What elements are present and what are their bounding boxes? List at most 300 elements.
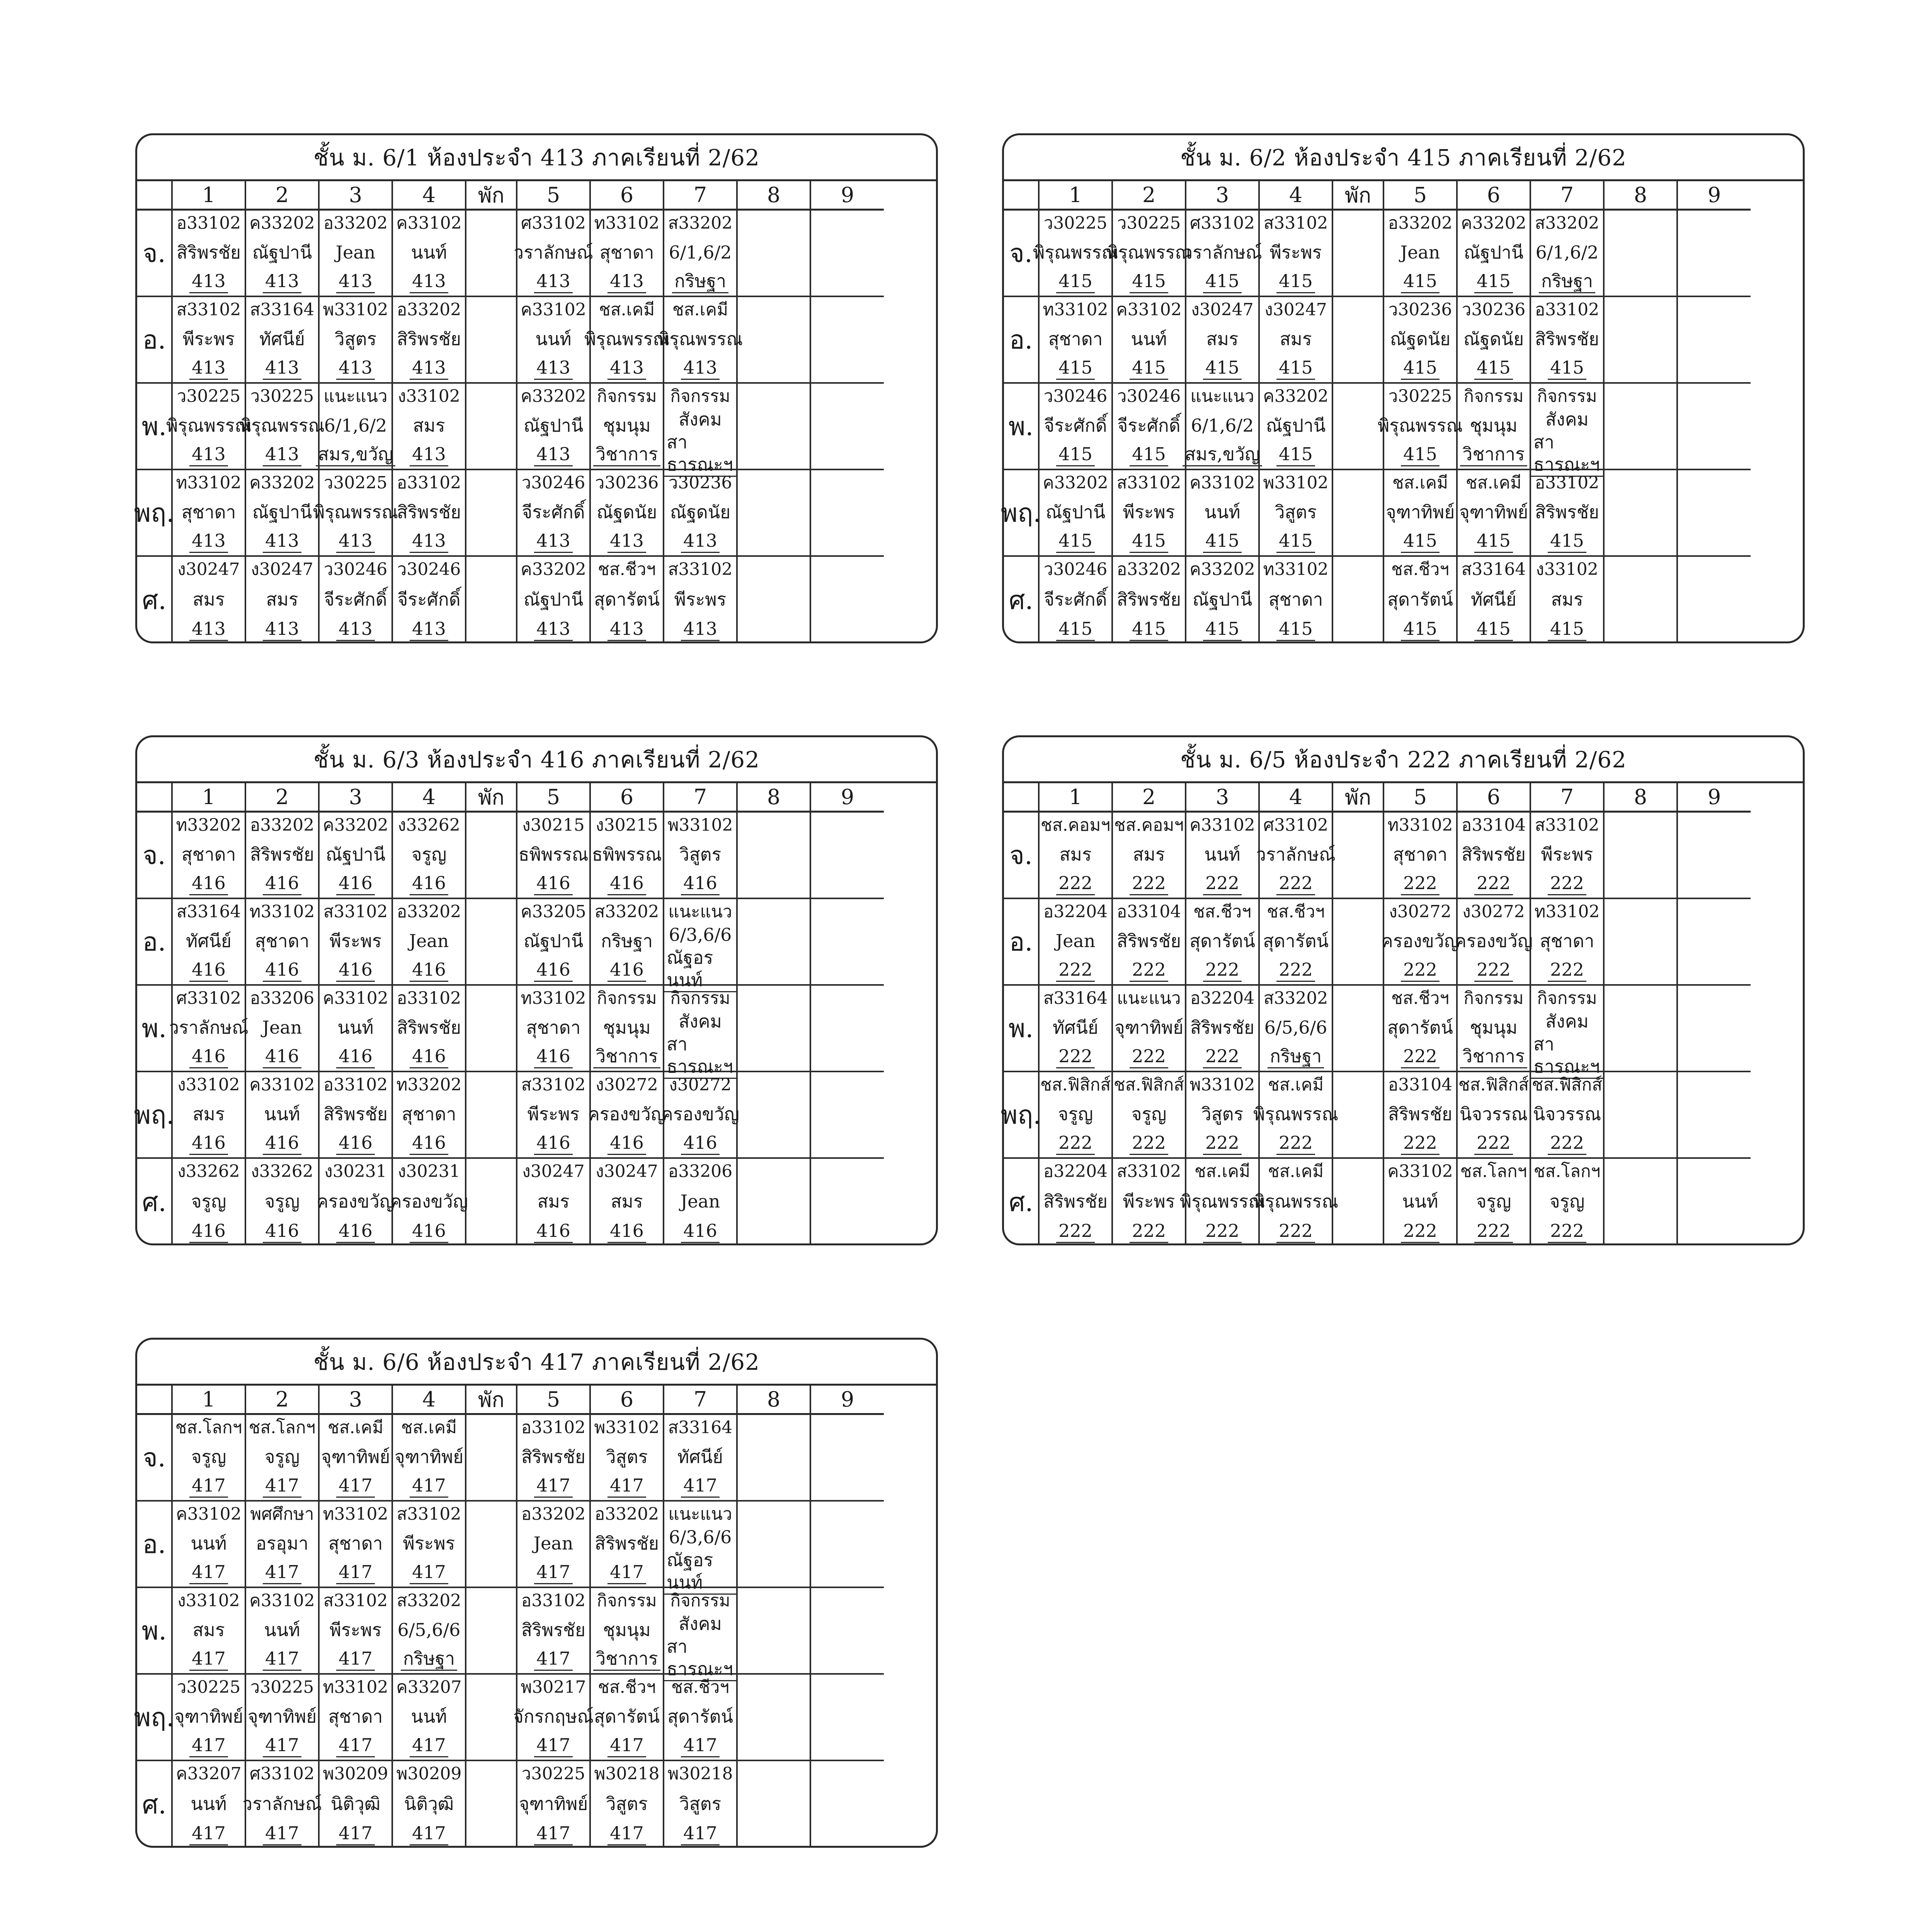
room-number: 416 [336,1131,375,1155]
room-number: 415 [1474,617,1513,641]
class-cell [1186,1072,1260,1159]
teacher-name: 6/5,6/6 [1264,1017,1327,1038]
teacher-name: สุชาดา [1540,930,1594,951]
subject-code: ง30247 [1191,300,1254,320]
class-cell [1186,899,1260,986]
room-number: 417 [534,1647,573,1671]
room-number: 416 [336,1045,375,1068]
subject-code: แนะแนว [668,1504,732,1524]
empty-cell [1678,986,1751,1072]
period-header: 2 [246,181,320,211]
class-cell [393,1502,466,1588]
subject-code: พ33102 [1189,1075,1255,1095]
room-number: 413 [263,356,301,380]
teacher-name: สมร [1551,588,1583,610]
empty-cell [1605,211,1678,297]
class-cell [591,1415,664,1502]
class-cell [1113,1159,1186,1245]
teacher-name: Jean [533,1532,573,1554]
teacher-name: วราลักษณ์ [242,1793,322,1814]
room-number: 222 [1056,1045,1095,1068]
room-number: 416 [534,958,573,982]
room-number: 416 [336,1219,375,1243]
room-number: 222 [1401,958,1440,982]
room-number: 413 [189,529,228,553]
empty-cell [811,813,884,899]
empty-cell [1605,297,1678,384]
subject-code: ว30225 [250,1677,314,1697]
subject-code: ค33202 [249,213,315,233]
subject-code: ชส.ชีวฯ [1267,902,1325,922]
subject-code: ส33102 [176,300,241,320]
class-cell [320,986,393,1072]
subject-code: ค33202 [1263,386,1329,406]
teacher-name: วิสูตร [1274,501,1317,522]
room-number: 413 [410,529,448,553]
subject-code: ชส.คอมฯ [1114,815,1184,835]
class-cell [173,297,246,384]
teacher-name: ธพิพรรณ [518,844,589,865]
subject-code: ง33262 [251,1162,313,1181]
class-cell [246,813,320,899]
empty-cell [1333,557,1384,643]
period-header: 4 [393,783,466,813]
empty-cell [811,1415,884,1502]
room-number: 413 [263,443,301,466]
room-number: 413 [263,617,301,641]
class-cell [591,470,664,557]
class-cell [393,899,466,986]
room-number: 417 [189,1474,228,1498]
teacher-name: จักรกฤษณ์ [513,1706,594,1727]
subject-code: อ32204 [1043,902,1108,922]
class-cell [1260,557,1333,643]
subject-code: ค33102 [249,1591,315,1611]
teacher-name: สังคม [1545,409,1589,430]
teacher-name: พิรุณพรรณ [1253,1103,1339,1124]
room-number: สาธารณะฯ [664,431,736,477]
period-header: 9 [811,783,884,813]
period-header: 9 [1678,181,1751,211]
room-number: 413 [410,270,448,293]
teacher-name: 6/3,6/6 [669,924,732,945]
teacher-name: พิรุณพรรณ [1179,1190,1265,1212]
subject-code: ค33102 [249,1075,315,1095]
day-label: อ. [137,297,173,384]
room-number: 416 [263,1045,301,1068]
subject-code: ชส.ฟิสิกส์ [1113,1075,1184,1095]
teacher-name: พิรุณพรรณ [1033,242,1118,263]
room-number: 413 [410,443,448,466]
subject-code: ง33262 [398,815,460,835]
subject-code: ส33102 [668,560,733,579]
class-cell [316,1159,395,1245]
period-header: 7 [664,181,738,211]
room-number: 415 [1130,443,1168,466]
subject-code: อ33202 [1116,560,1181,579]
class-cell [1260,899,1333,986]
teacher-name: จรูญ [411,844,447,865]
teacher-name: ครองขวัญ [587,1103,666,1124]
empty-cell [1333,813,1384,899]
teacher-name: สุชาดา [255,930,310,951]
header-corner [137,181,173,211]
empty-cell [466,297,517,384]
class-cell [664,211,738,297]
class-cell [664,1761,738,1848]
room-number: 415 [1401,617,1440,641]
empty-cell [1605,899,1678,986]
room-number: 417 [189,1822,228,1845]
class-cell [517,1159,591,1245]
empty-cell [1678,297,1751,384]
subject-code: ชส.ฟิสิกส์ [1458,1075,1529,1095]
room-number: 413 [263,529,301,553]
teacher-name: ณัฐปานี [523,588,584,610]
teacher-name: จรูญ [264,1446,300,1467]
class-cell [173,813,246,899]
room-number: 415 [1401,443,1440,466]
period-header: พัก [1333,181,1384,211]
teacher-name: พิรุณพรรณ [239,415,325,436]
teacher-name: จุฑาทิพย์ [1114,1017,1184,1038]
subject-code: ส33102 [323,902,388,922]
class-cell [664,1675,738,1761]
empty-cell [466,470,517,557]
empty-cell [811,470,884,557]
class-cell [1384,470,1458,557]
empty-cell [738,297,811,384]
subject-code: ชส.เคมี [672,300,728,320]
room-number: 413 [534,356,573,380]
teacher-name: ชุมนุม [603,1017,651,1038]
class-cell [657,297,743,384]
class-cell [393,211,466,297]
room-number: 416 [410,958,448,982]
teacher-name: 6/5,6/6 [397,1619,461,1640]
empty-cell [466,1675,517,1761]
subject-code: ท33102 [249,902,315,922]
class-cell [1040,557,1113,643]
teacher-name: จีระศักดิ์ [1044,415,1107,436]
subject-code: ว30225 [1117,213,1181,233]
subject-code: กิจกรรม [1463,386,1524,406]
class-cell [517,1761,591,1848]
teacher-name: ณัฐดนัย [1463,328,1524,349]
schedule-table [135,133,938,643]
teacher-name: สุชาดา [599,242,654,263]
class-cell [393,297,466,384]
class-cell [320,1675,393,1761]
subject-code: ว30246 [397,560,461,579]
teacher-name: นนท์ [191,1532,227,1554]
teacher-name: พีระพร [182,328,235,349]
teacher-name: นนท์ [411,1706,447,1727]
teacher-name: ณัฐปานี [1045,501,1106,522]
teacher-name: สุดารัตน์ [594,1706,660,1727]
class-cell [1458,813,1531,899]
empty-cell [466,1761,517,1848]
empty-cell [1333,1072,1384,1159]
room-number: 416 [336,958,375,982]
room-number: 413 [607,529,646,553]
class-cell [1113,384,1186,470]
room-number: 222 [1401,872,1440,895]
room-number: 416 [607,958,646,982]
class-cell [1458,1072,1531,1159]
room-number: 417 [189,1734,228,1757]
empty-cell [466,211,517,297]
class-cell [1458,986,1531,1072]
room-number: 415 [1056,270,1095,293]
period-header: 5 [517,783,591,813]
room-number: 416 [410,1219,448,1243]
empty-cell [811,1072,884,1159]
subject-code: ค33202 [521,560,586,579]
teacher-name: ณัฐปานี [1463,242,1524,263]
room-number: 415 [1548,529,1586,553]
teacher-name: ณัฐปานี [252,501,312,522]
empty-cell [1333,297,1384,384]
class-cell [1186,557,1260,643]
subject-code: กิจกรรม [1537,988,1597,1008]
teacher-name: สิริพรชัย [521,1446,585,1467]
teacher-name: พีระพร [1269,242,1322,263]
room-number: 413 [410,356,448,380]
teacher-name: สิริพรชัย [1117,930,1181,951]
subject-code: ง30247 [522,1162,585,1181]
class-cell [1531,986,1605,1077]
class-cell [517,986,591,1072]
class-cell [173,1761,246,1848]
subject-code: ว30246 [521,473,585,493]
teacher-name: สุชาดา [181,844,236,865]
period-header: 1 [173,181,246,211]
teacher-name: ชุมนุม [1470,415,1518,436]
room-number: 417 [534,1822,573,1845]
room-number: วิชาการ [1460,1045,1527,1068]
teacher-name: สิริพรชัย [1535,328,1599,349]
teacher-name: ณัฐปานี [252,242,312,263]
teacher-name: ธพิพรรณ [592,844,662,865]
room-number: 222 [1203,1131,1242,1155]
class-cell [1458,297,1531,384]
teacher-name: พีระพร [1123,1190,1175,1212]
room-number: 222 [1056,1131,1095,1155]
class-cell [320,899,393,986]
room-number: 415 [1203,617,1242,641]
room-number: กริษฐา [1268,1045,1324,1068]
teacher-name: ทัศนีย์ [259,328,305,349]
period-header: 6 [1458,181,1531,211]
subject-code: ท33102 [1043,300,1108,320]
subject-code: อ33202 [594,1504,659,1524]
class-cell [591,211,664,297]
schedule-title: ชั้น ม. 6/1 ห้องประจำ 413 ภาคเรียนที่ 2/62 [137,135,936,181]
teacher-name: วิสูตร [679,1793,721,1814]
class-cell [591,1675,664,1761]
teacher-name: พิรุณพรรณ [584,328,670,349]
subject-code: กิจกรรม [1537,386,1597,406]
class-cell [313,470,398,557]
schedule-table [135,735,938,1245]
empty-cell [1605,1159,1678,1245]
room-number: 415 [1130,529,1168,553]
period-header: 3 [320,181,393,211]
subject-code: ง30272 [596,1075,658,1095]
class-cell [320,1072,393,1159]
room-number: 417 [681,1734,720,1757]
teacher-name: สิริพรชัย [595,1532,659,1554]
room-number: 222 [1276,1219,1315,1243]
class-cell [1531,1072,1605,1159]
class-cell [1186,297,1260,384]
subject-code: ง30272 [1389,902,1451,922]
room-number: 417 [681,1474,720,1498]
room-number: 417 [263,1734,301,1757]
subject-code: ง30231 [324,1162,387,1181]
class-cell [1040,470,1113,557]
room-number: 415 [1401,270,1440,293]
class-cell [1260,297,1333,384]
subject-code: ชส.ชีวฯ [1193,902,1251,922]
teacher-name: พีระพร [1541,844,1593,865]
schedule-title: ชั้น ม. 6/5 ห้องประจำ 222 ภาคเรียนที่ 2/62 [1004,737,1803,783]
subject-code: ท33202 [176,815,242,835]
subject-code: กิจกรรม [597,386,657,406]
period-header: 3 [1186,181,1260,211]
subject-code: ส33102 [521,1075,586,1095]
subject-code: ส33102 [396,1504,461,1524]
subject-code: ว30225 [250,386,314,406]
period-header: 2 [1113,783,1186,813]
teacher-name: ณัฐดนัย [596,501,657,522]
empty-cell [738,1675,811,1761]
schedule-title: ชั้น ม. 6/6 ห้องประจำ 417 ภาคเรียนที่ 2/62 [137,1340,936,1386]
period-header: 8 [1605,783,1678,813]
teacher-name: สุชาดา [328,1532,383,1554]
room-number: 417 [336,1561,375,1584]
teacher-name: ณัฐปานี [1266,415,1326,436]
teacher-name: จรูญ [264,1190,300,1212]
room-number: 222 [1276,872,1315,895]
subject-code: ว30246 [1043,560,1108,579]
teacher-name: นนท์ [191,1793,227,1814]
room-number: 416 [410,872,448,895]
room-number: 413 [534,270,573,293]
class-cell [517,1502,591,1588]
day-label: พฤ. [137,1072,173,1159]
teacher-name: ชุมนุม [1470,1017,1518,1038]
class-cell [166,384,252,470]
class-cell [1040,1072,1113,1159]
teacher-name: สังคม [1545,1011,1589,1032]
room-number: 416 [410,1131,448,1155]
room-number: 222 [1056,872,1095,895]
subject-code: ส33164 [1043,988,1108,1008]
subject-code: ส33102 [1116,473,1181,493]
teacher-name: วราลักษณ์ [1183,242,1262,263]
teacher-name: สุดารัตน์ [1189,930,1255,951]
class-cell [591,1502,664,1588]
class-cell [664,384,738,475]
class-cell [664,1159,738,1245]
empty-cell [1333,899,1384,986]
subject-code: ท33202 [396,1075,462,1095]
teacher-name: ทัศนีย์ [1471,588,1516,610]
class-cell [242,1761,322,1848]
subject-code: ง30231 [398,1162,460,1181]
class-cell [393,384,466,470]
subject-code: พศศึกษา [250,1504,314,1524]
subject-code: ส33102 [323,1591,388,1611]
teacher-name: นนท์ [264,1103,300,1124]
room-number: 416 [534,872,573,895]
subject-code: ส33164 [250,300,315,320]
class-cell [173,211,246,297]
room-number: 416 [189,1131,228,1155]
teacher-name: นนท์ [535,328,572,349]
period-header: พัก [466,783,517,813]
teacher-name: สุดารัตน์ [1263,930,1329,951]
teacher-name: สิริพรชัย [521,1619,585,1640]
class-cell [169,986,248,1072]
room-number: 222 [1130,1045,1168,1068]
class-cell [173,1072,246,1159]
subject-code: กิจกรรม [670,988,730,1008]
room-number: ณัฐอร นนท์ [664,946,736,992]
room-number: 415 [1276,617,1315,641]
class-cell [1458,557,1531,643]
subject-code: ว30246 [1117,386,1181,406]
room-number: 413 [336,617,375,641]
class-cell [1531,384,1605,475]
room-number: 222 [1130,1131,1168,1155]
room-number: 413 [534,529,573,553]
subject-code: ค33202 [1189,560,1255,579]
empty-cell [811,297,884,384]
room-number: 222 [1548,1131,1586,1155]
class-cell [1040,813,1113,899]
subject-code: ชส.ชีวฯ [1391,988,1449,1008]
class-cell [1384,813,1458,899]
room-number: 413 [263,270,301,293]
day-label: อ. [1004,899,1040,986]
subject-code: ส33202 [594,902,659,922]
day-label: จ. [137,1415,173,1502]
header-corner [1004,783,1040,813]
room-number: 415 [1056,443,1095,466]
day-label: อ. [137,1502,173,1588]
teacher-name: พิรุณพรรณ [1253,1190,1339,1212]
room-number: 417 [336,1822,375,1845]
room-number: วิชาการ [593,1647,660,1671]
class-cell [517,384,591,470]
room-number: 417 [607,1561,646,1584]
subject-code: ชส.เคมี [599,300,655,320]
class-cell [664,1415,738,1502]
room-number: กริษฐา [1539,270,1595,293]
subject-code: แนะแนว [1190,386,1254,406]
room-number: 416 [189,1045,228,1068]
room-number: 222 [1130,958,1168,982]
class-cell [246,1072,320,1159]
class-cell [246,1502,320,1588]
subject-code: ง33262 [177,1162,240,1181]
subject-code: ว30236 [668,473,732,493]
class-cell [517,1072,591,1159]
class-cell [1253,1072,1339,1159]
